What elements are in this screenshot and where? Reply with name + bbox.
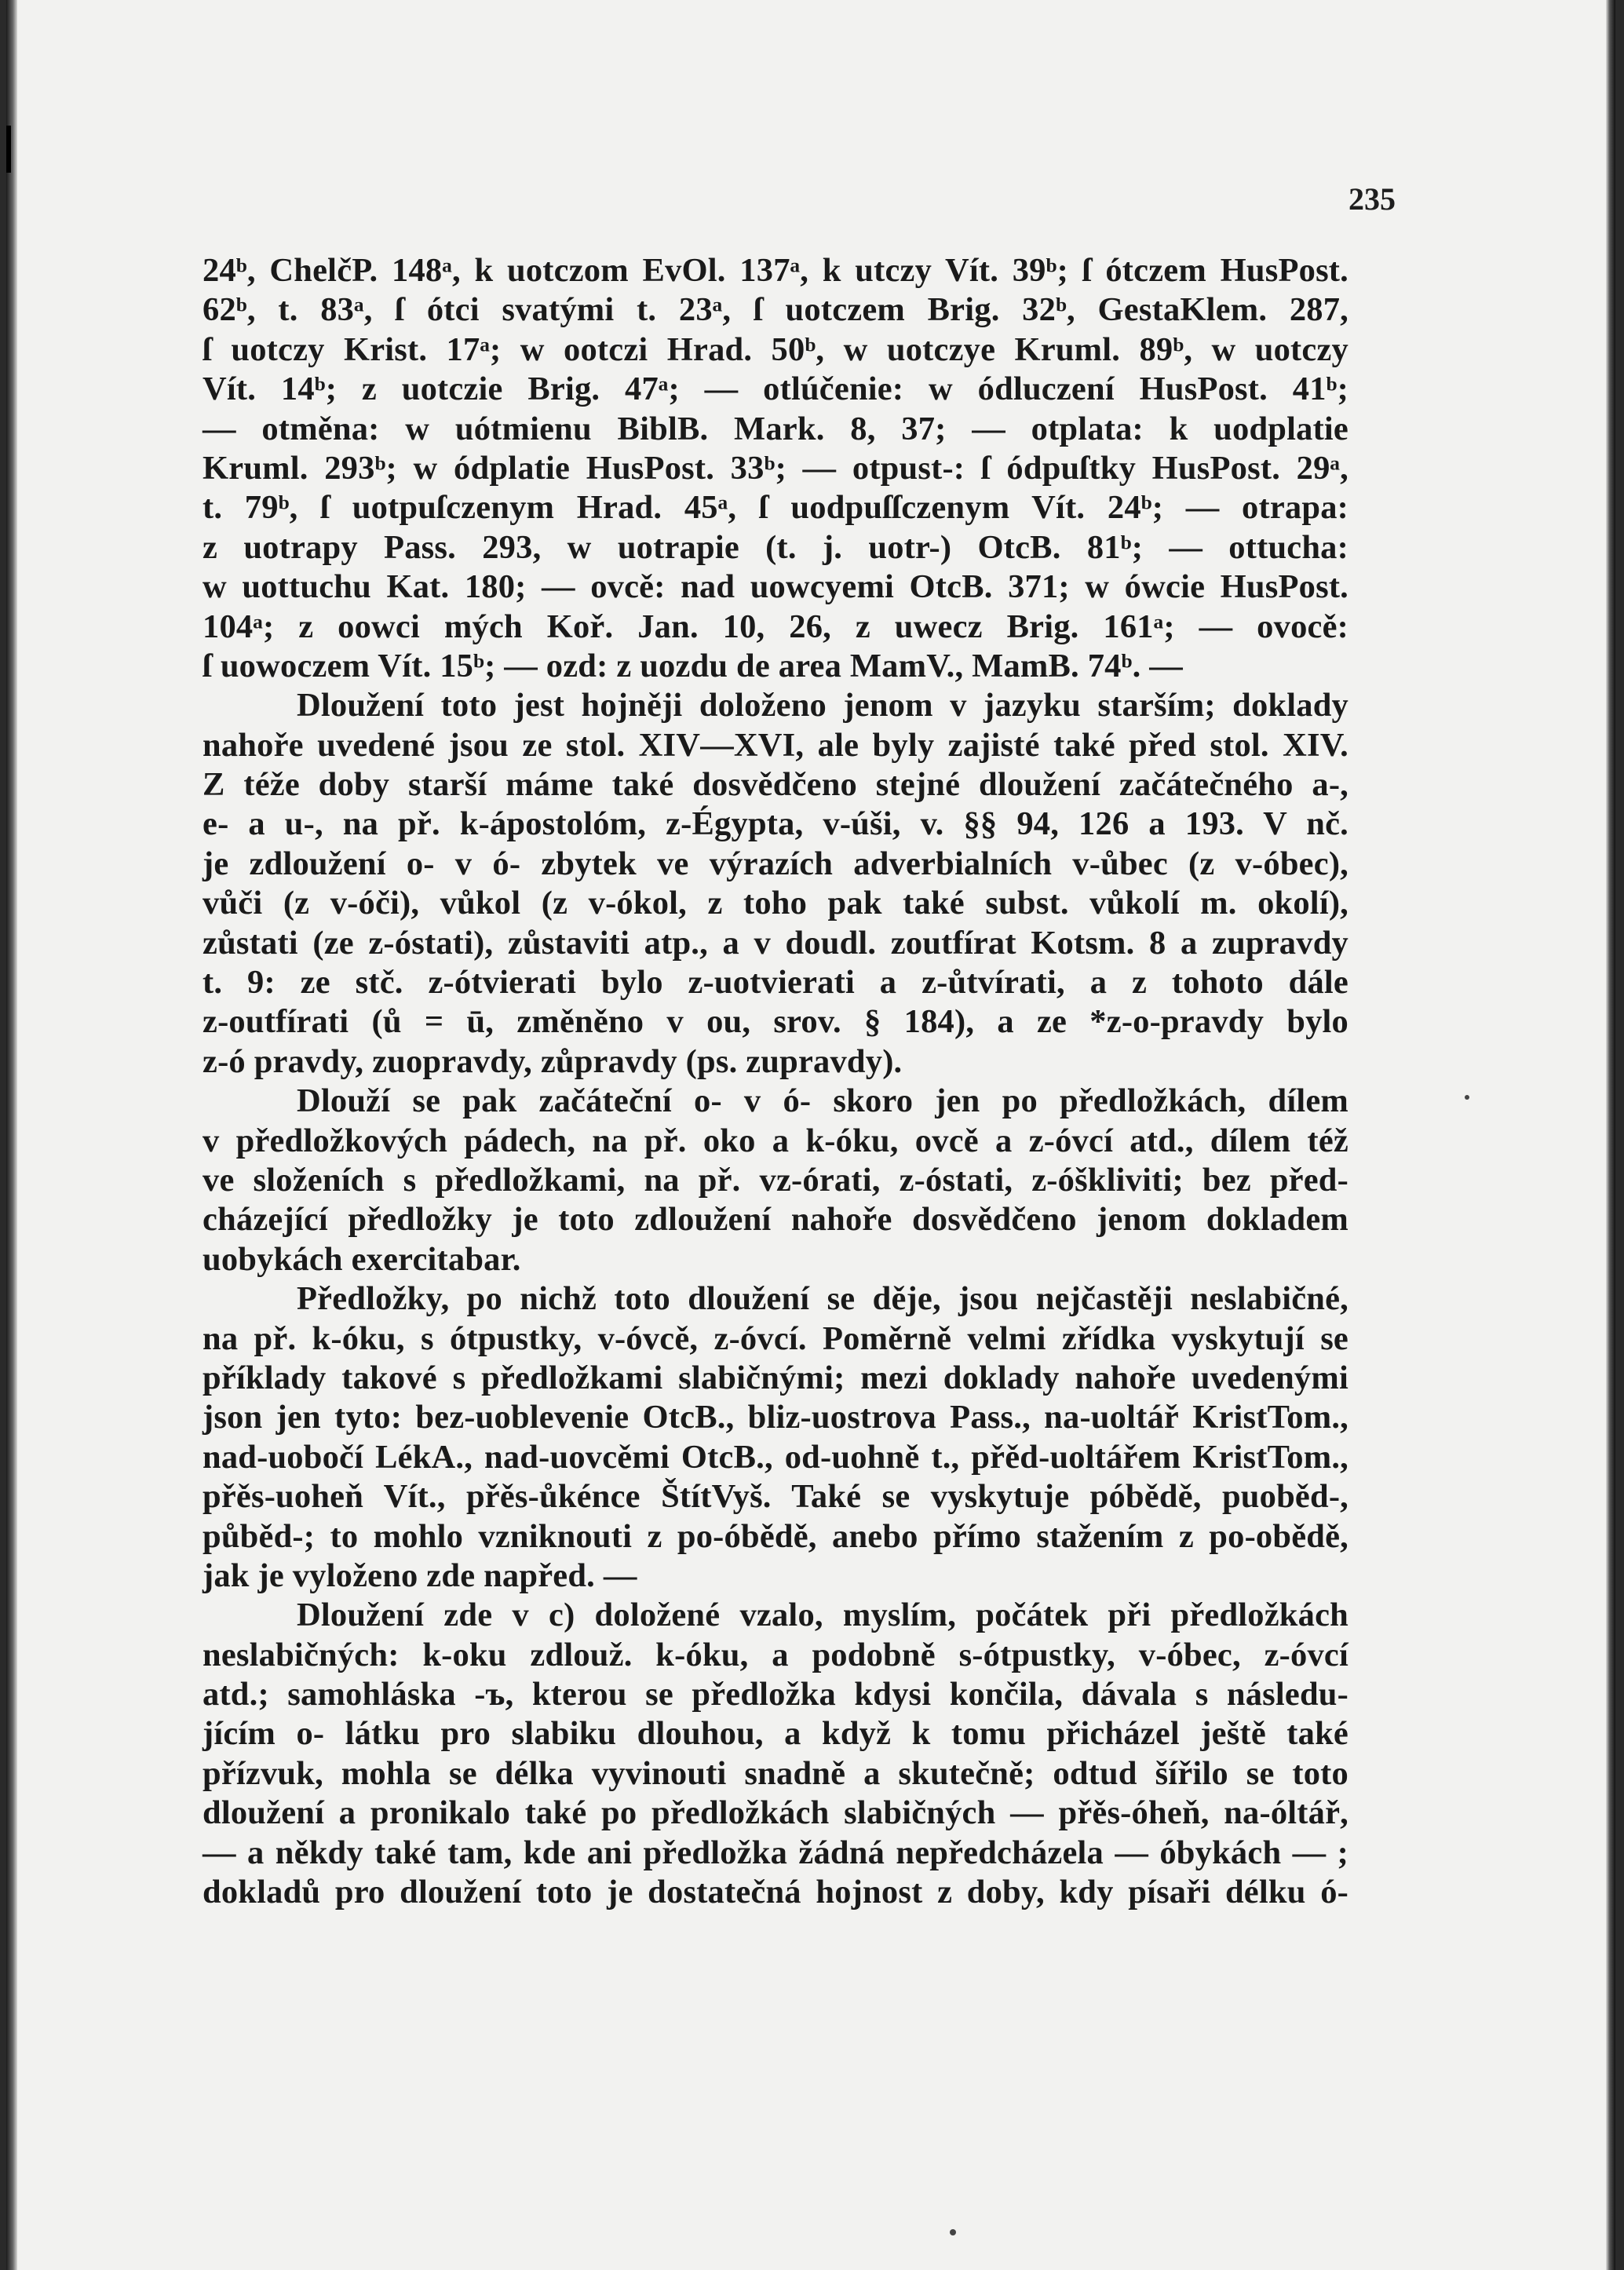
text-line: Kruml. 293ᵇ; w ódplatie HusPost. 33ᵇ; — otpust-: ſ ódpuſtky HusPost. 29ᵃ,	[203, 449, 1348, 487]
text-line: json jen tyto: bez-uoblevenie OtcB., bliz-uostrova Pass., na-uoltář KristTom.,	[203, 1399, 1348, 1436]
text-line: půběd-; to mohlo vzniknouti z po-óbědě, anebo přímo stažením z po-obědě,	[203, 1517, 1348, 1555]
text-line: t. 79ᵇ, ſ uotpuſczenym Hrad. 45ᵃ, ſ uodpuſſczenym Vít. 24ᵇ; — otrapa:	[203, 489, 1348, 527]
text-line: nad-uobočí LékA., nad-uovcěmi OtcB., od-uohně t., přěd-uoltářem KristTom.,	[203, 1438, 1348, 1476]
binding-mark	[6, 126, 11, 173]
scanned-page	[6, 0, 1615, 2270]
text-line: zůstati (ze z-óstati), zůstaviti atp., a v doudl. zoutfírat Kotsm. 8 a zupravdy	[203, 924, 1348, 962]
text-line: cházející předložky je toto zdloužení nahoře dosvědčeno jenom dokladem	[203, 1201, 1348, 1239]
text-line: — a někdy také tam, kde ani předložka žádná nepředcházela — óbykách — ;	[203, 1834, 1348, 1871]
page-number: 235	[1348, 181, 1396, 217]
text-line: Dloužení toto jest hojněji doloženo jenom v jazyku starším; doklady	[297, 687, 1348, 724]
text-line: na př. k-óku, s ótpustky, v-óvcě, z-óvcí. Poměrně velmi zřídka vyskytují se	[203, 1319, 1348, 1357]
text-line: t. 9: ze stč. z-ótvierati bylo z-uotvierati a z-ůtvírati, a z tohoto dále	[203, 964, 1348, 1002]
body-text	[203, 251, 1348, 1912]
text-line: dloužení a pronikalo také po předložkách slabičných — přěs-óheň, na-óltář,	[203, 1794, 1348, 1832]
dust-speck	[1465, 1095, 1469, 1100]
text-line: v předložkových pádech, na př. oko a k-óku, ovcě a z-óvcí atd., dílem též	[203, 1122, 1348, 1159]
text-line: Z téže doby starší máme také dosvědčeno stejné dloužení začátečného a-,	[203, 766, 1348, 804]
text-line: — otměna: w uótmienu BiblB. Mark. 8, 37; — otplata: k uodplatie	[203, 410, 1348, 447]
text-line: Dloužení zde v c) doložené vzalo, myslím, počátek při předložkách	[297, 1597, 1348, 1634]
text-line: vůči (z v-óči), vůkol (z v-ókol, z toho pak také subst. vůkolí m. okolí),	[203, 885, 1348, 922]
text-line: ve složeních s předložkami, na př. vz-órati, z-óstati, z-óškliviti; bez před-	[203, 1161, 1348, 1199]
text-line: uobykách exercitabar.	[203, 1240, 521, 1278]
text-line: přěs-uoheň Vít., přěs-ůkénce ŠtítVyš. Také se vyskytuje póbědě, puoběd-,	[203, 1478, 1348, 1516]
text-line: z-ó pravdy, zuopravdy, zůpravdy (ps. zupravdy).	[203, 1042, 903, 1080]
text-line: Vít. 14ᵇ; z uotczie Brig. 47ᵃ; — otlúčenie: w ódluczení HusPost. 41ᵇ;	[203, 370, 1348, 408]
text-line: dokladů pro dloužení toto je dostatečná hojnost z doby, kdy písaři délku ó-	[203, 1874, 1348, 1911]
text-line: neslabičných: k-oku zdlouž. k-óku, a podobně s-ótpustky, v-óbec, z-óvcí	[203, 1636, 1348, 1673]
page-edge-right	[1606, 0, 1615, 2270]
text-line: 104ᵃ; z oowci mých Koř. Jan. 10, 26, z uwecz Brig. 161ᵃ; — ovocě:	[203, 608, 1348, 645]
text-line: ſ uowoczem Vít. 15ᵇ; — ozd: z uozdu de area MamV., MamB. 74ᵇ. —	[203, 647, 1183, 684]
text-line: z uotrapy Pass. 293, w uotrapie (t. j. uotr-) OtcB. 81ᵇ; — ottucha:	[203, 528, 1348, 566]
text-line: z-outfírati (ů = ū, změněno v ou, srov. § 184), a ze *z-o-pravdy bylo	[203, 1003, 1348, 1041]
text-line: nahoře uvedené jsou ze stol. XIV—XVI, ale byly zajisté také před stol. XIV.	[203, 726, 1348, 764]
text-line: jak je vyloženo zde napřed. —	[203, 1557, 637, 1594]
text-line: 24ᵇ, ChelčP. 148ᵃ, k uotczom EvOl. 137ᵃ, k utczy Vít. 39ᵇ; ſ ótczem HusPost.	[203, 252, 1348, 289]
page-edge-left	[6, 0, 17, 2270]
text-line: Dlouží se pak začáteční o- v ó- skoro jen po předložkách, dílem	[297, 1082, 1348, 1120]
text-line: jícím o- látku pro slabiku dlouhou, a když k tomu přicházel ještě také	[203, 1715, 1348, 1753]
text-line: 62ᵇ, t. 83ᵃ, ſ ótci svatými t. 23ᵃ, ſ uotczem Brig. 32ᵇ, GestaKlem. 287,	[203, 291, 1348, 329]
text-line: w uottuchu Kat. 180; — ovcě: nad uowcyemi OtcB. 371; w ówcie HusPost.	[203, 568, 1348, 606]
text-line: e- a u-, na př. k-ápostolóm, z-Égypta, v-úši, v. §§ 94, 126 a 193. V nč.	[203, 805, 1348, 843]
text-line: atd.; samohláska -ъ, kterou se předložka kdysi končila, dávala s následu-	[203, 1676, 1348, 1713]
text-line: Předložky, po nichž toto dloužení se děje, jsou nejčastěji neslabičné,	[297, 1280, 1348, 1318]
text-line: přízvuk, mohla se délka vyvinouti snadně a skutečně; odtud šířilo se toto	[203, 1754, 1348, 1792]
text-line: ſ uotczy Krist. 17ᵃ; w ootczi Hrad. 50ᵇ, w uotczye Kruml. 89ᵇ, w uotczy	[203, 330, 1348, 368]
text-line: příklady takové s předložkami slabičnými; mezi doklady nahoře uvedenými	[203, 1359, 1348, 1396]
dust-speck	[950, 2229, 956, 2235]
text-line: je zdloužení o- v ó- zbytek ve výrazích adverbialních v-ůbec (z v-óbec),	[203, 845, 1348, 882]
